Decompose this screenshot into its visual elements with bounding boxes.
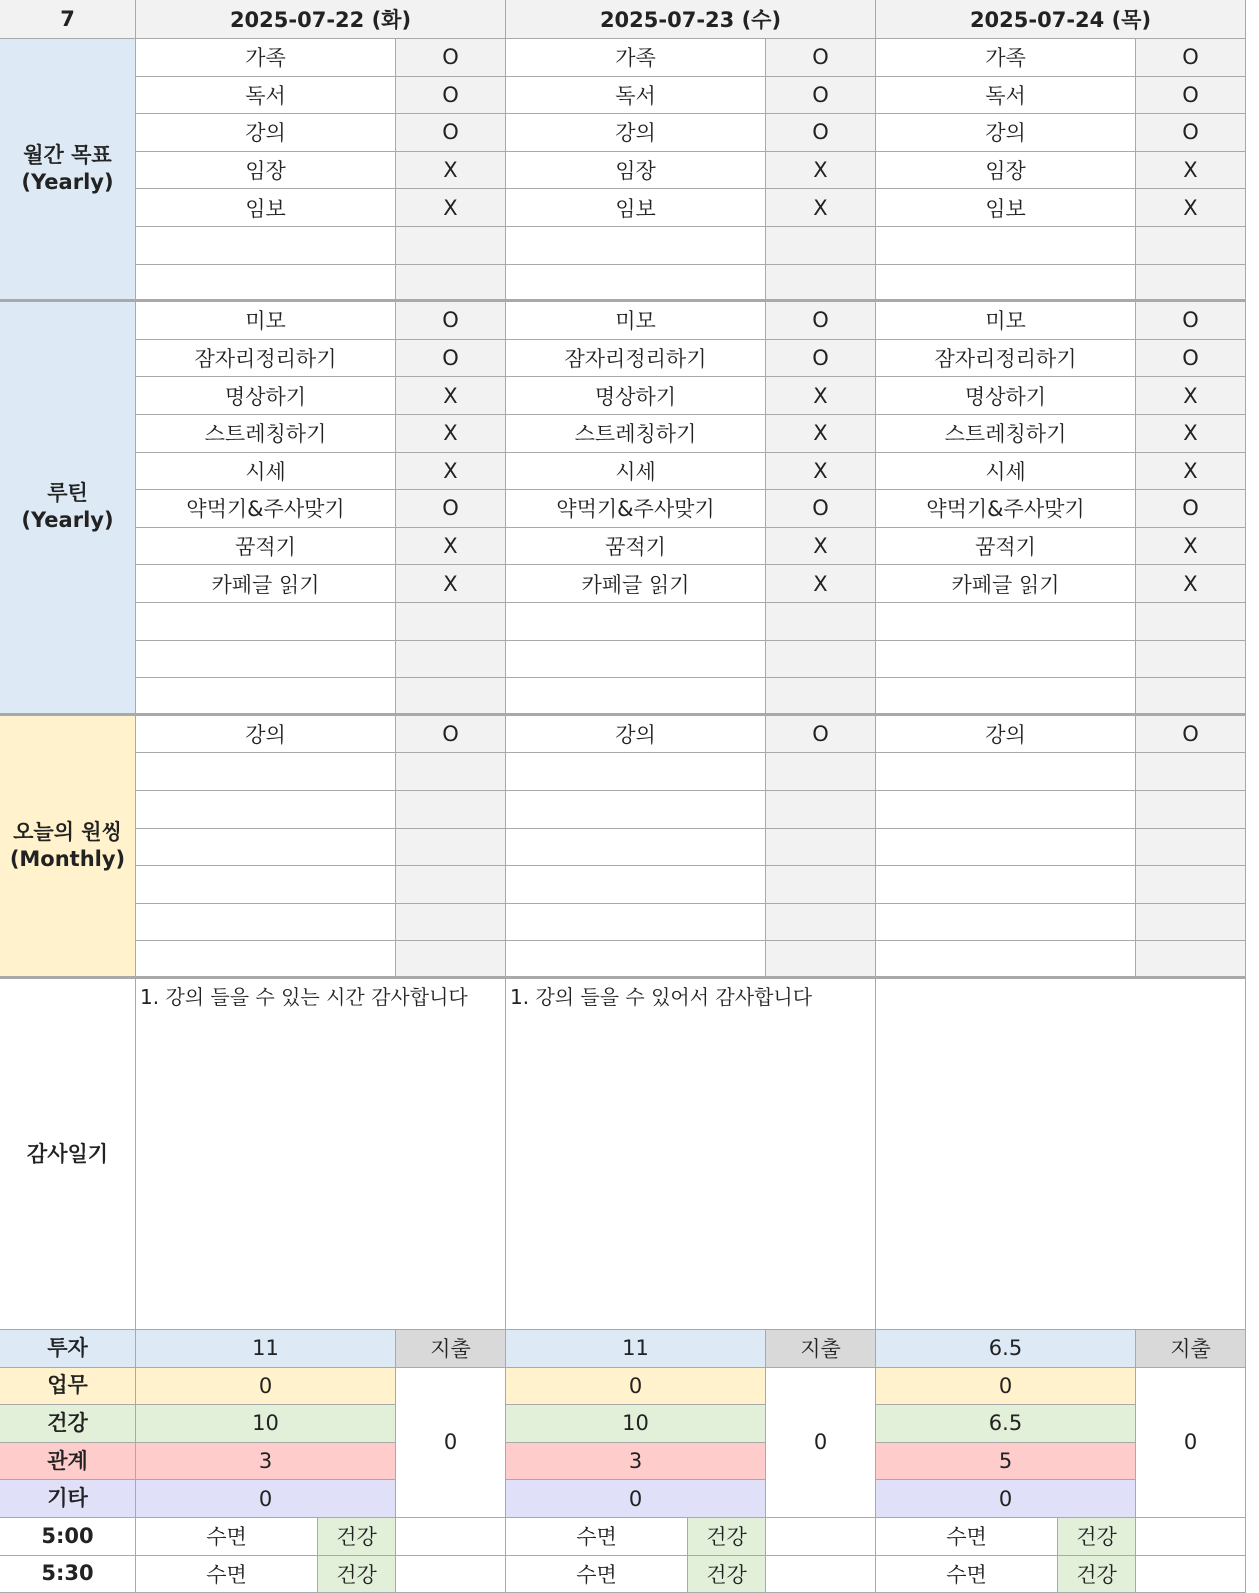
- goals-label: [0, 39, 136, 302]
- goals-item-name[interactable]: 독서: [136, 77, 396, 115]
- goals-label-line: (Yearly): [21, 170, 114, 195]
- etc-value[interactable]: 0: [876, 1480, 1136, 1518]
- routine-item-status[interactable]: O: [1136, 340, 1246, 378]
- time-category[interactable]: 건강: [688, 1556, 766, 1593]
- onething-item-status[interactable]: [766, 829, 876, 867]
- goals-item-status[interactable]: X: [1136, 152, 1246, 190]
- goals-item-name[interactable]: [876, 227, 1136, 265]
- routine-item-name[interactable]: 꿈적기: [876, 528, 1136, 566]
- routine-item-name[interactable]: [876, 678, 1136, 716]
- time-note[interactable]: [766, 1556, 876, 1593]
- routine-item-name[interactable]: [876, 603, 1136, 641]
- onething-item-status[interactable]: [766, 753, 876, 791]
- onething-label-line: 오늘의 원씽: [13, 819, 122, 844]
- routine-item-status[interactable]: X: [396, 377, 506, 415]
- routine-item-status[interactable]: O: [766, 490, 876, 528]
- routine-item-status[interactable]: [766, 641, 876, 679]
- routine-item-status[interactable]: X: [396, 528, 506, 566]
- time-note[interactable]: [766, 1518, 876, 1556]
- routine-item-name[interactable]: 잠자리정리하기: [876, 340, 1136, 378]
- routine-item-name[interactable]: 스트레칭하기: [876, 415, 1136, 453]
- goals-item-status[interactable]: X: [396, 152, 506, 190]
- relation-value[interactable]: 3: [506, 1443, 766, 1481]
- time-note[interactable]: [1136, 1556, 1246, 1593]
- onething-item-status[interactable]: O: [396, 716, 506, 754]
- onething-item-name[interactable]: [876, 791, 1136, 829]
- spend-label: 지출: [766, 1330, 876, 1368]
- routine-item-name[interactable]: 명상하기: [136, 377, 396, 415]
- routine-item-status[interactable]: [1136, 678, 1246, 716]
- goals-item-status[interactable]: O: [396, 114, 506, 152]
- onething-item-status[interactable]: [766, 941, 876, 979]
- goals-item-name[interactable]: 가족: [876, 39, 1136, 77]
- goals-item-name[interactable]: 가족: [506, 39, 766, 77]
- routine-item-status[interactable]: X: [766, 415, 876, 453]
- routine-item-name[interactable]: 명상하기: [506, 377, 766, 415]
- onething-item-status[interactable]: [396, 791, 506, 829]
- onething-item-name[interactable]: [506, 829, 766, 867]
- routine-item-status[interactable]: [766, 678, 876, 716]
- routine-item-status[interactable]: X: [1136, 528, 1246, 566]
- goals-item-name[interactable]: [136, 227, 396, 265]
- time-activity[interactable]: 수면: [876, 1518, 1058, 1556]
- goals-item-name[interactable]: 독서: [876, 77, 1136, 115]
- onething-item-name[interactable]: [136, 941, 396, 979]
- routine-item-name[interactable]: 스트레칭하기: [136, 415, 396, 453]
- onething-item-name[interactable]: 강의: [876, 716, 1136, 754]
- time-activity[interactable]: 수면: [506, 1556, 688, 1593]
- time-note[interactable]: [1136, 1518, 1246, 1556]
- invest-label: 투자: [0, 1330, 136, 1368]
- relation-label: 관계: [0, 1443, 136, 1481]
- health-label: 건강: [0, 1405, 136, 1443]
- routine-item-name[interactable]: 약먹기&주사맞기: [506, 490, 766, 528]
- spend-label: 지출: [1136, 1330, 1246, 1368]
- onething-item-name[interactable]: [136, 791, 396, 829]
- goals-item-status[interactable]: [766, 265, 876, 303]
- diary-label: 감사일기: [0, 979, 136, 1330]
- spend-label: 지출: [396, 1330, 506, 1368]
- routine-item-status[interactable]: O: [1136, 302, 1246, 340]
- goals-item-status[interactable]: O: [1136, 39, 1246, 77]
- goals-item-status[interactable]: [766, 227, 876, 265]
- etc-value[interactable]: 0: [136, 1480, 396, 1518]
- onething-item-name[interactable]: [136, 829, 396, 867]
- onething-item-name[interactable]: 강의: [506, 716, 766, 754]
- goals-item-status[interactable]: O: [766, 77, 876, 115]
- routine-item-status[interactable]: [1136, 603, 1246, 641]
- onething-label: [0, 716, 136, 979]
- health-value[interactable]: 10: [136, 1405, 396, 1443]
- routine-item-name[interactable]: 시세: [506, 453, 766, 491]
- time-activity[interactable]: 수면: [876, 1556, 1058, 1593]
- onething-item-status[interactable]: [766, 866, 876, 904]
- goals-item-status[interactable]: X: [1136, 189, 1246, 227]
- routine-label-line: (Yearly): [21, 508, 114, 533]
- work-value[interactable]: 0: [506, 1368, 766, 1406]
- health-value[interactable]: 10: [506, 1405, 766, 1443]
- goals-item-name[interactable]: 강의: [136, 114, 396, 152]
- routine-item-status[interactable]: [396, 678, 506, 716]
- goals-item-name[interactable]: 강의: [506, 114, 766, 152]
- time-category[interactable]: 건강: [1058, 1518, 1136, 1556]
- health-value[interactable]: 6.5: [876, 1405, 1136, 1443]
- spend-value[interactable]: 0: [766, 1368, 876, 1518]
- onething-item-status[interactable]: [766, 791, 876, 829]
- onething-item-name[interactable]: [876, 829, 1136, 867]
- routine-item-name[interactable]: 명상하기: [876, 377, 1136, 415]
- routine-item-status[interactable]: O: [396, 340, 506, 378]
- goals-label-line: 월간 목표: [23, 143, 112, 168]
- onething-item-name[interactable]: [876, 866, 1136, 904]
- onething-item-name[interactable]: [876, 904, 1136, 942]
- routine-item-name[interactable]: [136, 678, 396, 716]
- routine-item-status[interactable]: O: [396, 490, 506, 528]
- routine-label-line: 루틴: [47, 481, 88, 506]
- diary-entry[interactable]: 1. 강의 들을 수 있는 시간 감사합니다: [136, 979, 506, 1330]
- spend-value[interactable]: 0: [396, 1368, 506, 1518]
- diary-entry[interactable]: [876, 979, 1246, 1330]
- goals-item-status[interactable]: O: [1136, 77, 1246, 115]
- routine-item-status[interactable]: [396, 641, 506, 679]
- goals-item-name[interactable]: [506, 227, 766, 265]
- goals-item-name[interactable]: 가족: [136, 39, 396, 77]
- goals-item-status[interactable]: X: [766, 189, 876, 227]
- routine-item-status[interactable]: X: [1136, 377, 1246, 415]
- routine-item-name[interactable]: 꿈적기: [506, 528, 766, 566]
- invest-value[interactable]: 11: [506, 1330, 766, 1368]
- onething-item-name[interactable]: 강의: [136, 716, 396, 754]
- onething-item-name[interactable]: [506, 753, 766, 791]
- routine-item-status[interactable]: X: [1136, 453, 1246, 491]
- routine-item-status[interactable]: X: [396, 453, 506, 491]
- goals-item-name[interactable]: 임장: [136, 152, 396, 190]
- routine-item-name[interactable]: [136, 641, 396, 679]
- goals-item-name[interactable]: 임보: [506, 189, 766, 227]
- onething-item-status[interactable]: O: [1136, 716, 1246, 754]
- routine-item-name[interactable]: 잠자리정리하기: [506, 340, 766, 378]
- invest-value[interactable]: 6.5: [876, 1330, 1136, 1368]
- routine-item-name[interactable]: 카페글 읽기: [506, 565, 766, 603]
- routine-item-name[interactable]: 미모: [506, 302, 766, 340]
- time-category[interactable]: 건강: [318, 1556, 396, 1593]
- routine-item-status[interactable]: X: [1136, 415, 1246, 453]
- date-header[interactable]: 2025-07-22 (화): [136, 0, 506, 39]
- routine-item-status[interactable]: X: [766, 453, 876, 491]
- routine-item-name[interactable]: [506, 603, 766, 641]
- corner-cell: 7: [0, 0, 136, 39]
- routine-item-name[interactable]: 카페글 읽기: [876, 565, 1136, 603]
- etc-label: 기타: [0, 1480, 136, 1518]
- onething-item-name[interactable]: [506, 791, 766, 829]
- relation-value[interactable]: 3: [136, 1443, 396, 1481]
- routine-item-status[interactable]: X: [766, 565, 876, 603]
- onething-item-status[interactable]: [396, 904, 506, 942]
- goals-item-status[interactable]: O: [396, 77, 506, 115]
- goals-item-name[interactable]: 임보: [876, 189, 1136, 227]
- onething-item-status[interactable]: [1136, 941, 1246, 979]
- work-label: 업무: [0, 1368, 136, 1406]
- relation-value[interactable]: 5: [876, 1443, 1136, 1481]
- time-note[interactable]: [396, 1556, 506, 1593]
- goals-item-status[interactable]: X: [766, 152, 876, 190]
- goals-item-status[interactable]: O: [766, 114, 876, 152]
- routine-item-status[interactable]: X: [396, 565, 506, 603]
- goals-item-status[interactable]: X: [396, 189, 506, 227]
- spend-value[interactable]: 0: [1136, 1368, 1246, 1518]
- work-value[interactable]: 0: [136, 1368, 396, 1406]
- goals-item-name[interactable]: 임보: [136, 189, 396, 227]
- work-value[interactable]: 0: [876, 1368, 1136, 1406]
- routine-item-status[interactable]: O: [396, 302, 506, 340]
- onething-item-name[interactable]: [876, 753, 1136, 791]
- onething-item-status[interactable]: [396, 866, 506, 904]
- goals-item-name[interactable]: [876, 265, 1136, 303]
- onething-label-line: (Monthly): [9, 846, 126, 871]
- onething-item-status[interactable]: [1136, 753, 1246, 791]
- goals-item-name[interactable]: 임장: [876, 152, 1136, 190]
- time-activity[interactable]: 수면: [136, 1556, 318, 1593]
- routine-item-status[interactable]: [1136, 641, 1246, 679]
- onething-item-status[interactable]: [1136, 829, 1246, 867]
- routine-item-name[interactable]: 스트레칭하기: [506, 415, 766, 453]
- goals-item-name[interactable]: [506, 265, 766, 303]
- onething-item-status[interactable]: [1136, 904, 1246, 942]
- onething-item-status[interactable]: [396, 941, 506, 979]
- onething-item-name[interactable]: [506, 866, 766, 904]
- time-category[interactable]: 건강: [1058, 1556, 1136, 1593]
- etc-value[interactable]: 0: [506, 1480, 766, 1518]
- routine-item-status[interactable]: X: [766, 377, 876, 415]
- time-activity[interactable]: 수면: [506, 1518, 688, 1556]
- onething-item-status[interactable]: [396, 753, 506, 791]
- routine-item-status[interactable]: [766, 603, 876, 641]
- time-label: 5:00: [0, 1518, 136, 1556]
- onething-item-status[interactable]: [766, 904, 876, 942]
- time-label: 5:30: [0, 1556, 136, 1593]
- date-header[interactable]: 2025-07-24 (목): [876, 0, 1246, 39]
- onething-item-status[interactable]: [1136, 866, 1246, 904]
- goals-item-status[interactable]: [396, 265, 506, 303]
- time-category[interactable]: 건강: [318, 1518, 396, 1556]
- goals-item-status[interactable]: [396, 227, 506, 265]
- routine-item-name[interactable]: 시세: [876, 453, 1136, 491]
- routine-item-status[interactable]: [396, 603, 506, 641]
- routine-item-name[interactable]: 시세: [136, 453, 396, 491]
- goals-item-status[interactable]: [1136, 265, 1246, 303]
- goals-item-status[interactable]: [1136, 227, 1246, 265]
- routine-item-status[interactable]: X: [1136, 565, 1246, 603]
- time-note[interactable]: [396, 1518, 506, 1556]
- onething-item-name[interactable]: [506, 941, 766, 979]
- routine-item-name[interactable]: [506, 641, 766, 679]
- onething-item-name[interactable]: [136, 753, 396, 791]
- routine-item-status[interactable]: X: [766, 528, 876, 566]
- routine-item-name[interactable]: [506, 678, 766, 716]
- routine-item-name[interactable]: 약먹기&주사맞기: [876, 490, 1136, 528]
- routine-item-status[interactable]: O: [1136, 490, 1246, 528]
- onething-item-name[interactable]: [506, 904, 766, 942]
- diary-entry[interactable]: 1. 강의 들을 수 있어서 감사합니다: [506, 979, 876, 1330]
- onething-item-status[interactable]: O: [766, 716, 876, 754]
- goals-item-name[interactable]: 강의: [876, 114, 1136, 152]
- time-category[interactable]: 건강: [688, 1518, 766, 1556]
- time-activity[interactable]: 수면: [136, 1518, 318, 1556]
- routine-item-name[interactable]: 잠자리정리하기: [136, 340, 396, 378]
- date-header[interactable]: 2025-07-23 (수): [506, 0, 876, 39]
- routine-item-name[interactable]: 미모: [136, 302, 396, 340]
- routine-item-name[interactable]: 약먹기&주사맞기: [136, 490, 396, 528]
- goals-item-name[interactable]: 임장: [506, 152, 766, 190]
- goals-item-status[interactable]: O: [1136, 114, 1246, 152]
- routine-item-status[interactable]: X: [396, 415, 506, 453]
- invest-value[interactable]: 11: [136, 1330, 396, 1368]
- onething-item-name[interactable]: [876, 941, 1136, 979]
- routine-item-name[interactable]: 꿈적기: [136, 528, 396, 566]
- goals-item-name[interactable]: [136, 265, 396, 303]
- routine-item-name[interactable]: 미모: [876, 302, 1136, 340]
- routine-item-name[interactable]: [876, 641, 1136, 679]
- goals-item-status[interactable]: O: [396, 39, 506, 77]
- routine-item-name[interactable]: 카페글 읽기: [136, 565, 396, 603]
- goals-item-status[interactable]: O: [766, 39, 876, 77]
- onething-item-name[interactable]: [136, 904, 396, 942]
- goals-item-name[interactable]: 독서: [506, 77, 766, 115]
- routine-item-status[interactable]: O: [766, 340, 876, 378]
- routine-item-name[interactable]: [136, 603, 396, 641]
- routine-label: [0, 302, 136, 716]
- onething-item-name[interactable]: [136, 866, 396, 904]
- routine-item-status[interactable]: O: [766, 302, 876, 340]
- onething-item-status[interactable]: [396, 829, 506, 867]
- onething-item-status[interactable]: [1136, 791, 1246, 829]
